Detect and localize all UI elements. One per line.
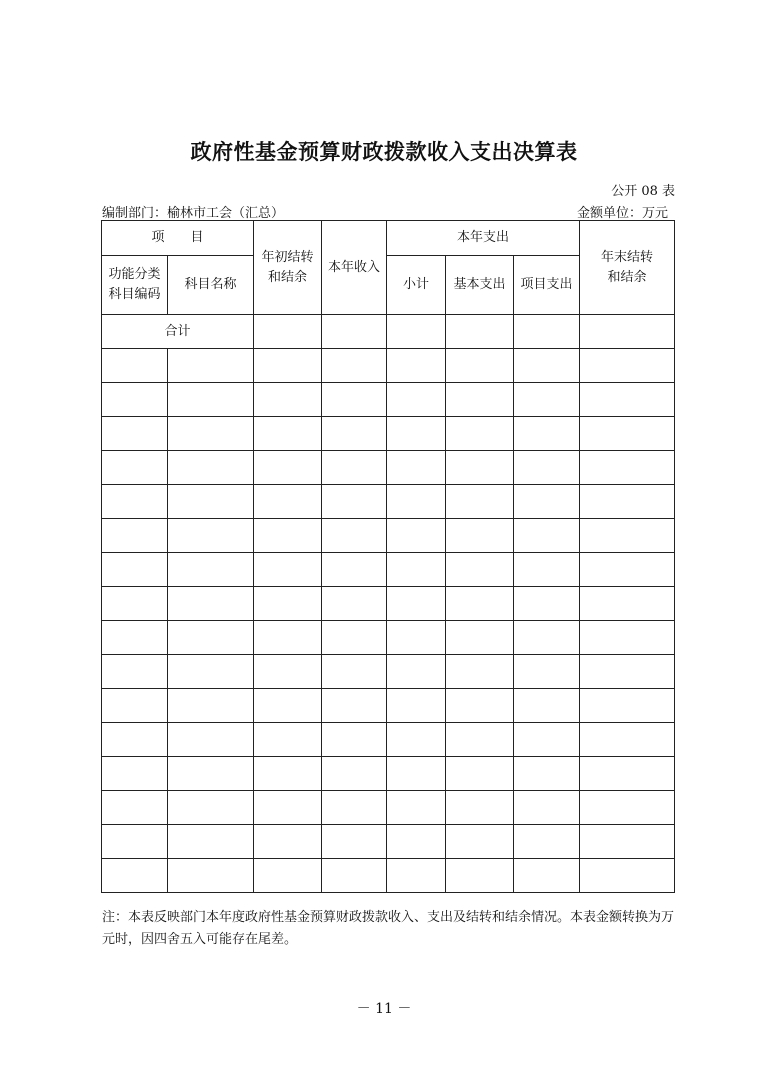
table-cell: [102, 519, 168, 553]
table-cell: [514, 383, 580, 417]
table-cell: [254, 451, 322, 485]
table-cell: [446, 383, 514, 417]
table-cell: [446, 587, 514, 621]
table-cell: [254, 791, 322, 825]
footnote: 注：本表反映部门本年度政府性基金预算财政拨款收入、支出及结转和结余情况。本表金额转换为万元时，因四舍五入可能存在尾差。: [102, 910, 675, 947]
table-cell: [322, 553, 387, 587]
table-cell: [514, 723, 580, 757]
table-cell: [514, 553, 580, 587]
table-cell: [387, 417, 446, 451]
table-cell: [387, 655, 446, 689]
table-cell: [322, 825, 387, 859]
table-cell: [514, 791, 580, 825]
table-cell: [322, 349, 387, 383]
table-cell: [102, 723, 168, 757]
department-label: 编制部门：榆林市工会（汇总）: [102, 206, 285, 221]
table-cell: [387, 723, 446, 757]
table-cell: [387, 553, 446, 587]
table-cell: [322, 451, 387, 485]
table-row: [102, 689, 675, 723]
table-cell: [580, 383, 675, 417]
page-number: － 11 －: [356, 1001, 412, 1017]
table-cell: [322, 791, 387, 825]
table-cell: [168, 791, 254, 825]
table-cell: [322, 859, 387, 893]
table-cell: [254, 417, 322, 451]
page-title: 政府性基金预算财政拨款收入支出决算表: [190, 140, 578, 164]
table-row: [102, 825, 675, 859]
table-cell: [102, 825, 168, 859]
table-cell: [387, 621, 446, 655]
table-cell: [446, 689, 514, 723]
table-cell: [254, 621, 322, 655]
table-cell: [514, 349, 580, 383]
table-cell: [254, 553, 322, 587]
table-cell: [387, 825, 446, 859]
table-cell: [168, 655, 254, 689]
table-row: [102, 485, 675, 519]
header-subject-name: 科目名称: [168, 256, 254, 315]
table-cell: [446, 519, 514, 553]
table-cell: [514, 451, 580, 485]
table-cell: [254, 349, 322, 383]
table-cell: [580, 587, 675, 621]
table-cell: [446, 553, 514, 587]
table-cell: [446, 621, 514, 655]
table-cell: [387, 587, 446, 621]
table-cell: [102, 791, 168, 825]
table-cell: [514, 655, 580, 689]
table-cell: [254, 723, 322, 757]
header-item: 项 目: [102, 221, 254, 256]
table-cell: [102, 485, 168, 519]
table-cell: [102, 383, 168, 417]
table-cell: [168, 587, 254, 621]
table-cell: [168, 417, 254, 451]
table-cell: [322, 689, 387, 723]
table-cell: [514, 485, 580, 519]
table-cell: [387, 485, 446, 519]
table-cell: [580, 553, 675, 587]
table-cell: [514, 689, 580, 723]
table-cell: [168, 621, 254, 655]
table-cell: [254, 485, 322, 519]
table-cell: [446, 655, 514, 689]
table-cell: [514, 757, 580, 791]
table-cell: [322, 655, 387, 689]
table-cell: [254, 825, 322, 859]
table-row: [102, 349, 675, 383]
table-cell: [580, 621, 675, 655]
table-cell: [322, 587, 387, 621]
table-cell: [580, 315, 675, 349]
table-cell: [387, 315, 446, 349]
table-cell: [322, 519, 387, 553]
table-row: [102, 587, 675, 621]
table-cell: [446, 825, 514, 859]
header-project-exp: 项目支出: [514, 256, 580, 315]
table-row: [102, 791, 675, 825]
table-cell: [168, 757, 254, 791]
table-cell: [580, 655, 675, 689]
table-row: [102, 383, 675, 417]
table-cell: [387, 349, 446, 383]
table-cell: [446, 349, 514, 383]
table-cell: [168, 723, 254, 757]
table-cell: [580, 689, 675, 723]
table-cell: [580, 485, 675, 519]
table-row: [102, 723, 675, 757]
table-cell: [102, 553, 168, 587]
table-cell: [387, 859, 446, 893]
table-cell: [580, 791, 675, 825]
header-func-code: 功能分类 科目编码: [102, 256, 168, 315]
table-cell: [387, 451, 446, 485]
table-row: [102, 519, 675, 553]
table-cell: [446, 757, 514, 791]
form-code: 公开 08 表: [611, 184, 675, 199]
table-cell: [254, 383, 322, 417]
table-cell: [102, 621, 168, 655]
total-label: 合计: [102, 315, 254, 349]
table-cell: [580, 417, 675, 451]
table-cell: [254, 689, 322, 723]
table-row: [102, 553, 675, 587]
table-cell: [322, 485, 387, 519]
table-row: [102, 417, 675, 451]
table-cell: [580, 859, 675, 893]
table-cell: [446, 859, 514, 893]
table-cell: [168, 553, 254, 587]
table-cell: [168, 859, 254, 893]
table-cell: [102, 655, 168, 689]
table-cell: [580, 519, 675, 553]
table-cell: [446, 417, 514, 451]
table-cell: [514, 825, 580, 859]
table-cell: [168, 451, 254, 485]
unit-label: 金额单位：万元: [576, 206, 668, 221]
header-income: 本年收入: [322, 221, 387, 315]
table-row: [102, 451, 675, 485]
table-cell: [168, 825, 254, 859]
table-cell: [514, 587, 580, 621]
table-cell: [514, 315, 580, 349]
table-cell: [102, 859, 168, 893]
table-cell: [387, 791, 446, 825]
table-cell: [102, 451, 168, 485]
table-cell: [514, 417, 580, 451]
table-cell: [446, 315, 514, 349]
table-cell: [580, 825, 675, 859]
header-expenditure: 本年支出: [387, 221, 580, 256]
table-cell: [168, 519, 254, 553]
table-cell: [580, 349, 675, 383]
table-cell: [322, 723, 387, 757]
table-cell: [514, 621, 580, 655]
table-cell: [387, 519, 446, 553]
table-header-row-1: [102, 221, 675, 256]
table-cell: [322, 757, 387, 791]
table-cell: [168, 349, 254, 383]
table-cell: [446, 451, 514, 485]
table-cell: [168, 689, 254, 723]
table-row: [102, 655, 675, 689]
table-cell: [446, 485, 514, 519]
table-cell: [580, 723, 675, 757]
table-cell: [254, 757, 322, 791]
report-table: [101, 220, 675, 893]
header-subtotal: 小计: [387, 256, 446, 315]
total-row: [102, 315, 675, 349]
table-cell: [446, 791, 514, 825]
table-cell: [322, 383, 387, 417]
table-cell: [580, 757, 675, 791]
table-row: [102, 859, 675, 893]
table-cell: [580, 451, 675, 485]
table-cell: [102, 417, 168, 451]
table-cell: [254, 859, 322, 893]
table-cell: [446, 723, 514, 757]
table-cell: [514, 859, 580, 893]
table-cell: [102, 757, 168, 791]
table-cell: [168, 383, 254, 417]
table-row: [102, 757, 675, 791]
table-cell: [254, 519, 322, 553]
table-cell: [322, 315, 387, 349]
table-cell: [387, 689, 446, 723]
table-cell: [102, 349, 168, 383]
table-cell: [168, 485, 254, 519]
table-cell: [387, 757, 446, 791]
table-cell: [514, 519, 580, 553]
table-row: [102, 621, 675, 655]
table-cell: [254, 315, 322, 349]
table-cell: [102, 689, 168, 723]
table-cell: [387, 383, 446, 417]
table-cell: [322, 417, 387, 451]
header-opening-balance: 年初结转 和结余: [254, 221, 322, 315]
table-cell: [102, 587, 168, 621]
table-cell: [254, 587, 322, 621]
table-cell: [322, 621, 387, 655]
header-basic-exp: 基本支出: [446, 256, 514, 315]
header-closing-balance: 年末结转 和结余: [580, 221, 675, 315]
table-cell: [254, 655, 322, 689]
